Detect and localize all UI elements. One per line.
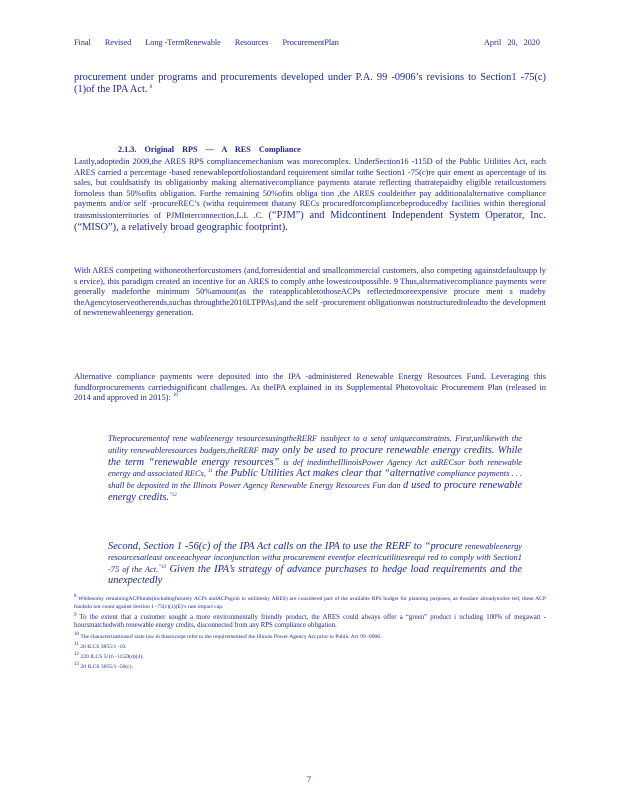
quote-text: is def inedintheIllinoisPower Agency Act asRECsor both renewable energy and associated RECs, — [108, 457, 522, 479]
footnote — [74, 631, 546, 642]
footnote — [74, 654, 546, 662]
footnote — [74, 596, 546, 611]
intro-paragraph — [74, 72, 546, 95]
paragraph-text: Lastly,adoptedin 2009,the ARES RPS compliancemechanism was morecomplex. UnderSection16 -115D of the Public Utilities Act, each ARES carried a percentage -based renewableportfoliostandard requirement similar tothe Section1 -75(c)re quir ement as apercentage of its sales, but couldsatisfy its obligationby making alternativecompliance payments atarate reflecting thatratepaidby eligible retailcustomers fornoless than 50%ofits obligation. Forthe remaining 50%ofits obliga tion ,the ARES couldeither pay additionalalternative compliance payments and/or self -procureREC’s (witha requirement thatany RECs procuredforcompliancebeproducedby facilities within theregional transmissionterritories of PJMInterconnection,L.L .C. — [74, 157, 546, 220]
quote-text-large: may only be used to procure renewable energy credits. While the term “renewable energy resources” — [108, 444, 522, 468]
paragraph-ares-competition — [74, 266, 546, 319]
footnote-text: 20 ILCS 3855/1 -56(c). — [80, 664, 133, 671]
footnote-number: 11 — [74, 641, 79, 647]
quote-text: compliance payments . . . shall be deposited in the Illinois Power Agency Renewable Energy Resources Fun dan — [108, 469, 522, 491]
footnote-number: 13 — [74, 662, 79, 668]
footnote-text: The characterizationsof state law in thisexcerpt refer to the requirementsof the Illinois Power Agency Act prior to Public Act 99 -0906. — [80, 633, 382, 640]
footnote-ref: 8 — [149, 84, 153, 90]
block-quote-first — [108, 434, 522, 504]
header-part: Resources — [234, 38, 269, 47]
header-date: April 20, 2020 — [484, 38, 540, 47]
footnotes — [74, 596, 546, 674]
header-title — [74, 38, 339, 50]
header-part: Long -TermRenewable — [145, 38, 221, 47]
block-quote-second — [108, 541, 522, 587]
footnote-text: 20 ILCS 3855/1 -10. — [80, 643, 127, 650]
footnote-text: 220 ILCS 5/16 -115D(d)(4). — [80, 653, 144, 660]
footnote-number: 9 — [74, 612, 77, 618]
footnote-text: To the extent that a customer sought a more environmentally friendly product, the ARES could always offer a “green” product i ncluding 100% of megawatt -hoursmatchedwith renewable energy credits, disconnected from any RPS compliance obligation. — [74, 613, 546, 630]
paragraph-acp — [74, 372, 546, 404]
section-heading: 2.1.3. Original RPS — A RES Compliance — [118, 145, 301, 154]
quote-text: Theprocurementof rene wableenergy resourcesusingtheRERF issubject to a setof uniqueconstraints. First,unlikewith the utility renewableresources budgets,theRERF — [108, 434, 522, 455]
page-number: 7 — [306, 775, 312, 784]
footnote-number: 8 — [74, 594, 77, 600]
paragraph-text: Alternative compliance payments were deposited into the IPA -administered Renewable Energy Resources Fund. Leveraging this fundforprocurements carriedsignificant challenges. As theIPA explained in its Supplemental Photovoltaic Procurement Plan (released in 2014 and approved in 2015): — [74, 372, 546, 403]
paragraph-text: With ARES competing withoneotherforcustomers (and,forresidential and smallcommercial customers, also competing againstdefaultsupp ly s ervice), this paradigm created an incentive for an ARES to comply atthe lowestcostpossible. 9 Thus,alternativecompliance payments were generally madeforthe minimum 50%amount(as the rateapplicabletothoseACPs reflectedmoreexpensive procure ment s madeby theAgencytoserveotherends,suchas throughthe2010LTPPAs),and the self -procurement obligationwas notstructuredtoleadto the development of newrenewableenergy generation. — [74, 266, 546, 318]
footnote — [74, 664, 546, 672]
page-header — [74, 38, 540, 50]
footnote-number: 12 — [74, 652, 79, 658]
header-part: Revised — [104, 38, 132, 47]
paragraph-text-large: (“PJM”) and Midcontinent Independent System Operator, Inc. (“MISO”), a relatively broad geographic footprint). — [74, 209, 546, 233]
footnote-ref: ”12 — [168, 493, 177, 499]
footnote-number: 10 — [74, 631, 79, 637]
footnote — [74, 641, 546, 652]
quote-text: renewableenergy resourcesatleast onceeachyear inconjunction witha procurement eventfor electricutilitiesrequi red to comply with Section1 -75 of the Act. — [108, 542, 522, 574]
paragraph-ares-rps — [74, 157, 546, 233]
quote-text-large: the Public Utilities Act makes clear that “alternative — [212, 468, 435, 480]
footnote — [74, 614, 546, 631]
intro-text: procurement under programs and procurements developed under P.A. 99 -0906’s revisions to Section1 -75(c)(1)of the IPA Act. — [74, 72, 546, 95]
quote-text-large: Second, Section 1 -56(c) of the IPA Act calls on the IPA to use the RERF to “procure — [108, 541, 463, 552]
footnote-ref: 11 — [208, 469, 213, 475]
header-part: ProcurementPlan — [282, 38, 339, 47]
footnote-ref: 10 — [172, 393, 178, 399]
header-part: Final — [74, 38, 91, 47]
quote-text-large: Given the IPA’s strategy of advance purchases to hedge load requirements and the unexpectedly — [108, 563, 522, 587]
footnote-ref: ”13 — [158, 564, 166, 570]
quote-text-large: d used to procure renewable energy credits. — [108, 480, 522, 503]
footnote-text: Whilesomy remainingACPfunds(includingfuturely ACPs andACPsgoin to utilitiesby ARES) are considered part of the available RPS budget for planning purposes, as thosdare alreadynollec ted, these ACP fundsdo not count against Section 1 -75(c)(1)(E)’s rate impact cap. — [74, 596, 546, 610]
